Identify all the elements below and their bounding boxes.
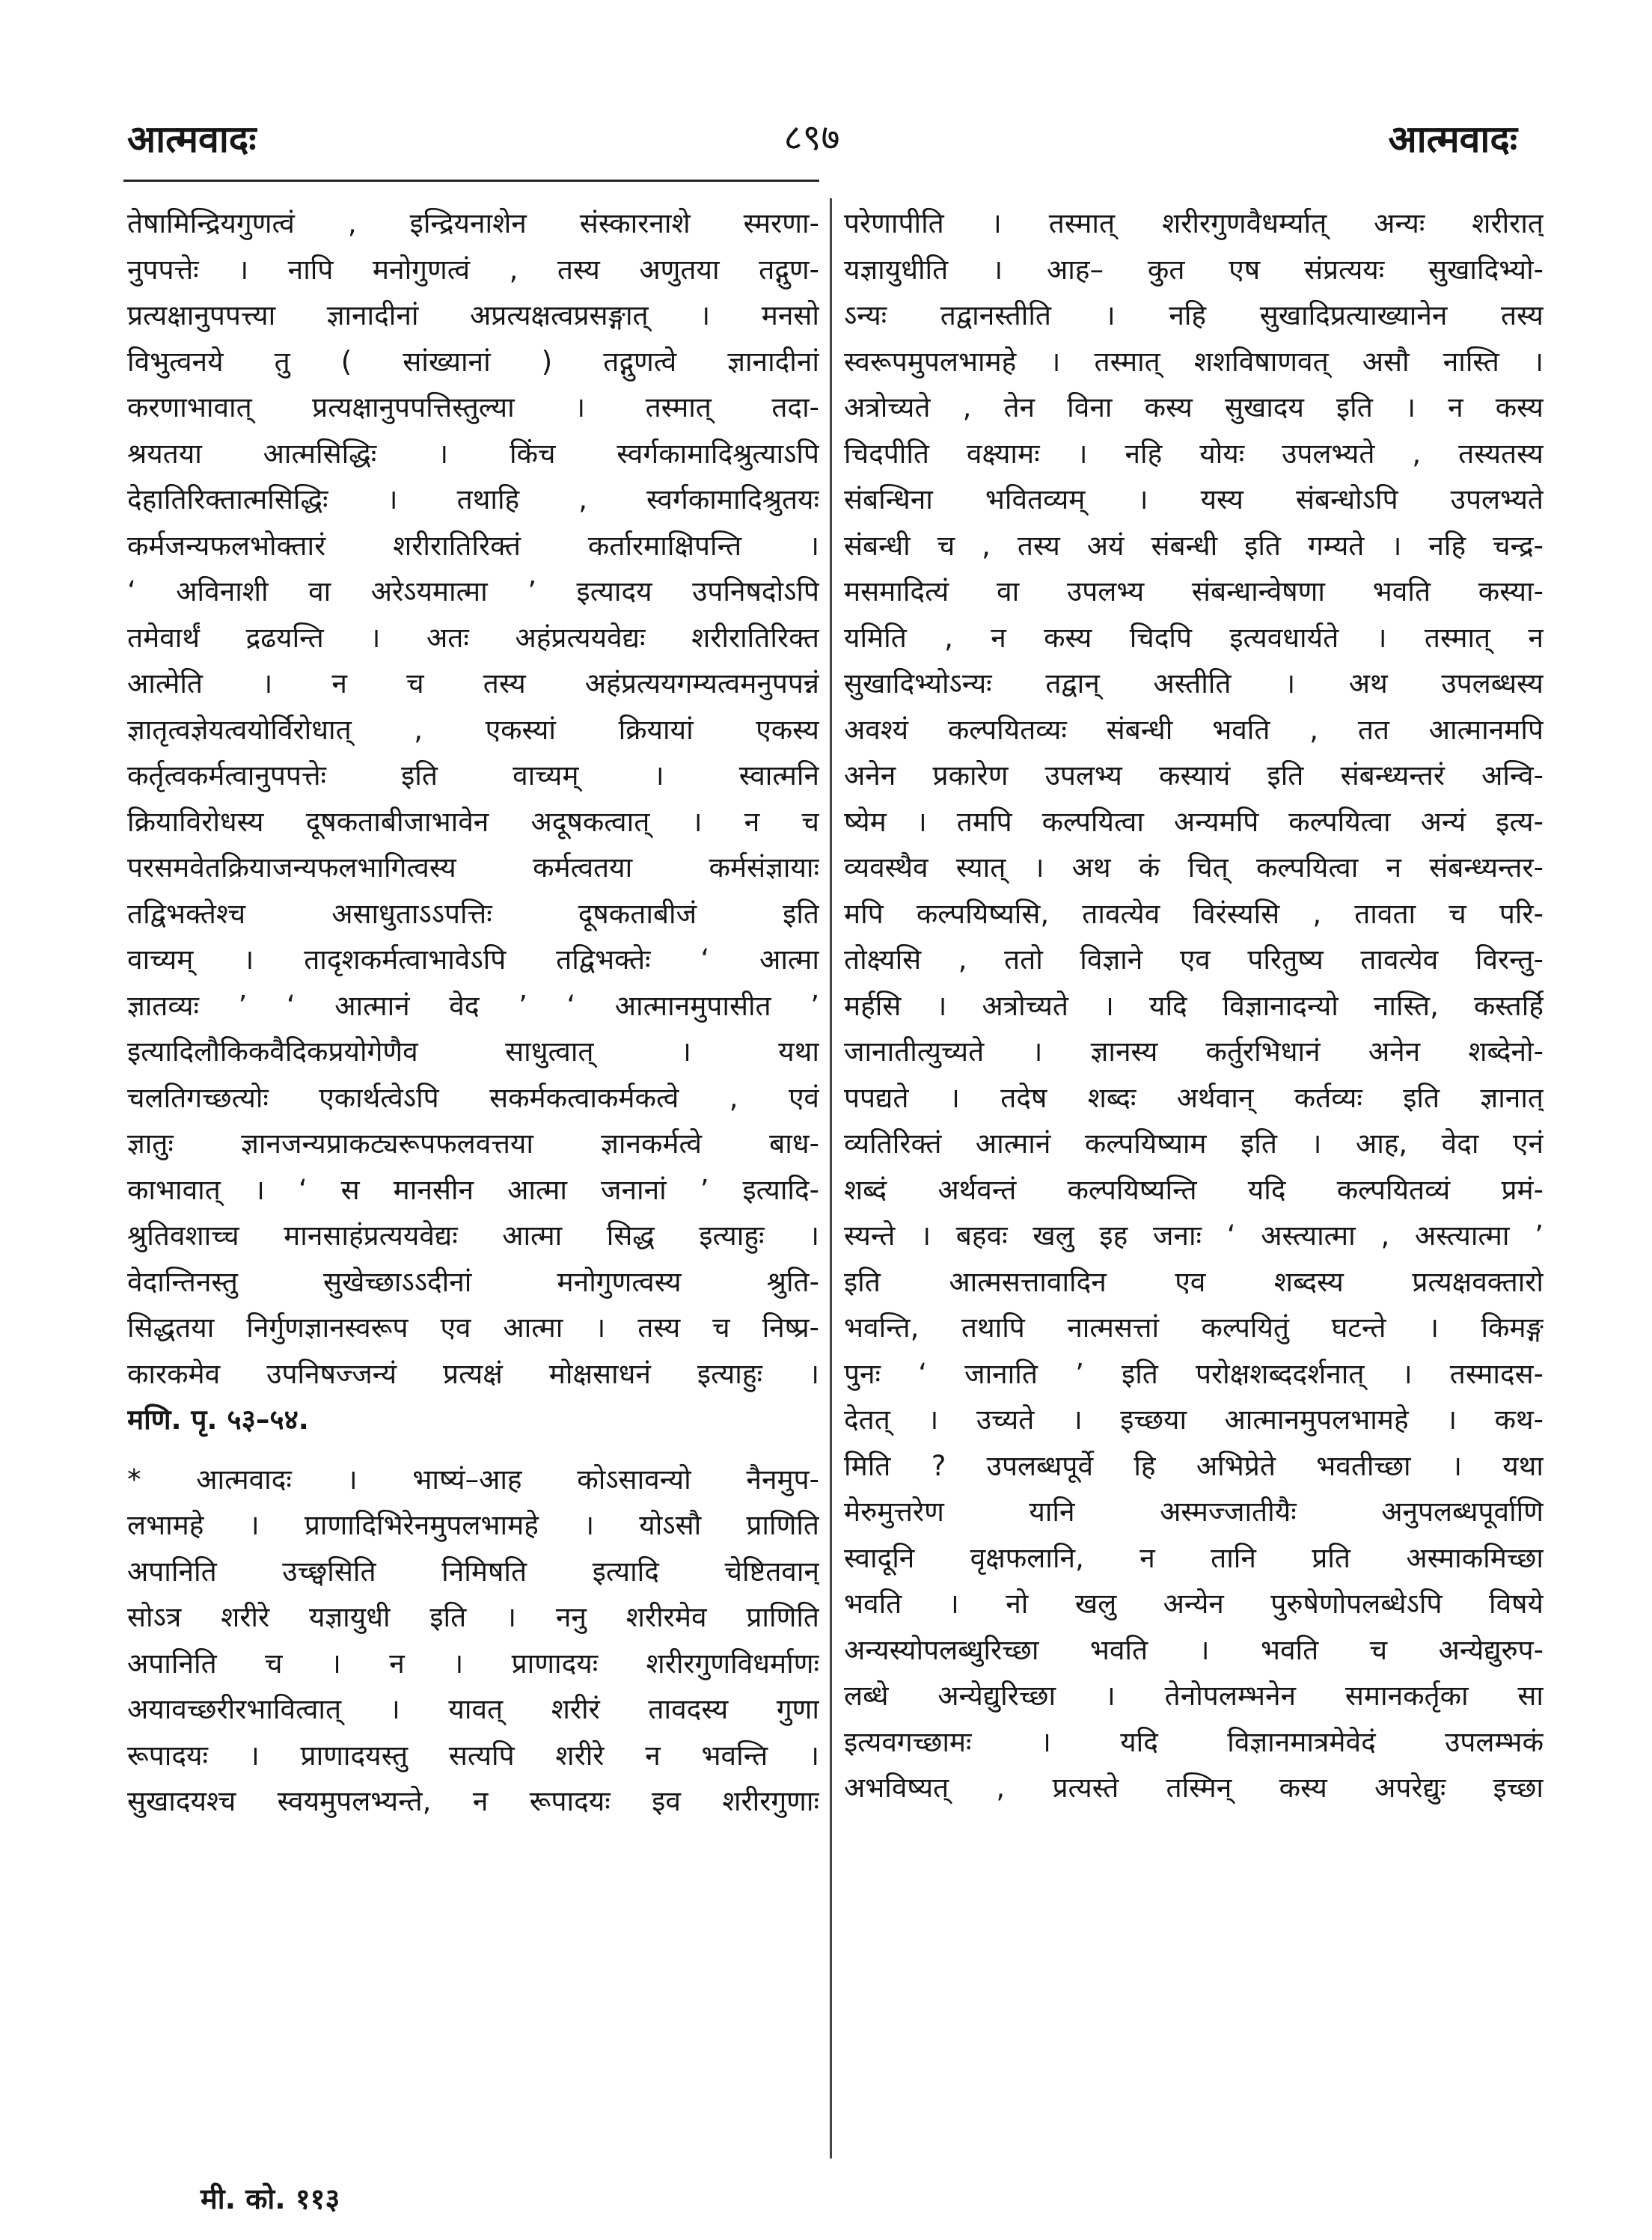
text-line: देहातिरिक्तात्मसिद्धिः । तथाहि , स्वर्गकामादिश्रुतयः bbox=[127, 483, 819, 515]
text-line: परेणापीति । तस्मात् शरीरगुणवैधर्म्यात् अन्यः शरीरात् bbox=[844, 207, 1544, 239]
text-line: तमेवार्थं द्रढयन्ति । अतः अहंप्रत्ययवेद्यः शरीरातिरिक्त bbox=[127, 621, 819, 654]
text-line: अवश्यं कल्पयितव्यः संबन्धी भवति , तत आत्मानमपि bbox=[844, 713, 1544, 746]
text-line: मपि कल्पयिष्यसि, तावत्येव विरंस्यसि , तावता च परि- bbox=[844, 897, 1544, 930]
text-line: चलतिगच्छत्योः एकार्थत्वेऽपि सकर्मकत्वाकर्मकत्वे , एवं bbox=[127, 1081, 819, 1114]
text-line: अन्यस्योपलब्धुरिच्छा भवति । भवति च अन्येद्युरुप- bbox=[844, 1633, 1544, 1666]
text-line: स्यन्ते । बहवः खलु इह जनाः ‘ अस्त्यात्मा , अस्त्यात्मा ’ bbox=[844, 1220, 1544, 1252]
text-line: श्रुतिवशाच्च मानसाहंप्रत्ययवेद्यः आत्मा सिद्ध इत्याहुः । bbox=[127, 1220, 819, 1252]
text-line: भवन्ति, तथापि नात्मसत्तां कल्पयितुं घटन्ते । किमङ्ग bbox=[844, 1312, 1544, 1344]
text-line: वेदान्तिनस्तु सुखेच्छाऽऽदीनां मनोगुणत्वस्य श्रुति- bbox=[127, 1265, 819, 1298]
text-line: आत्मेति । न च तस्य अहंप्रत्ययगम्यत्वमनुपपन्नं bbox=[127, 667, 819, 700]
footnote-line: रूपादयः । प्राणादयस्तु सत्यपि शरीरे न भवन्ति । bbox=[127, 1739, 819, 1772]
citation-line: मणि. पृ. ५३–५४. bbox=[127, 1404, 309, 1436]
column-divider bbox=[830, 198, 832, 2158]
text-line: इत्यवगच्छामः । यदि विज्ञानमात्रमेवेदं उपलम्भकं bbox=[844, 1725, 1544, 1758]
text-line: यमिति , न कस्य चिदपि इत्यवधार्यते । तस्मात् न bbox=[844, 621, 1544, 654]
footnote-line: सोऽत्र शरीरे यज्ञायुधी इति । ननु शरीरमेव प्राणिति bbox=[127, 1601, 819, 1633]
text-line: प्रत्यक्षानुपपत्त्या ज्ञानादीनां अप्रत्यक्षत्वप्रसङ्गात् । मनसो bbox=[127, 299, 819, 331]
text-line: करणाभावात् प्रत्यक्षानुपपत्तिस्तुल्या । तस्मात् तदा- bbox=[127, 391, 819, 423]
text-line: तोक्ष्यसि , ततो विज्ञाने एव परितुष्य तावत्येव विरन्तु- bbox=[844, 943, 1544, 976]
text-line: काभावात् । ‘ स मानसीन आत्मा जनानां ’ इत्यादि- bbox=[127, 1173, 819, 1206]
footnote-line: लभामहे । प्राणादिभिरेनमुपलभामहे । योऽसौ प्राणिति bbox=[127, 1509, 819, 1541]
header-rule bbox=[123, 180, 819, 182]
text-line: यज्ञायुधीति । आह– कुत एष संप्रत्ययः सुखादिभ्यो- bbox=[844, 253, 1544, 286]
signature-footer: मी. को. ११३ bbox=[201, 2182, 340, 2215]
text-line: लब्धे अन्येद्युरिच्छा । तेनोपलम्भनेन समानकर्तृका सा bbox=[844, 1680, 1544, 1712]
text-line: मिति ? उपलब्धपूर्वे हि अभिप्रेते भवतीच्छा । यथा bbox=[844, 1449, 1544, 1482]
text-line: संबन्धी च , तस्य अयं संबन्धी इति गम्यते । नहि चन्द्र- bbox=[844, 529, 1544, 562]
footnote-line: सुखादयश्च स्वयमुपलभ्यन्ते, न रूपादयः इव शरीरगुणाः bbox=[127, 1785, 819, 1817]
text-line: व्यतिरिक्तं आत्मानं कल्पयिष्याम इति । आह, वेदा एनं bbox=[844, 1127, 1544, 1160]
running-head-right: आत्मवादः bbox=[1388, 117, 1517, 161]
text-line: नुपपत्तेः । नापि मनोगुणत्वं , तस्य अणुतया तद्गुण- bbox=[127, 253, 819, 286]
text-line: जानातीत्युच्यते । ज्ञानस्य कर्तुरभिधानं अनेन शब्देनो- bbox=[844, 1035, 1544, 1068]
text-line: तेषामिन्द्रियगुणत्वं , इन्द्रियनाशेन संस्कारनाशे स्मरणा- bbox=[127, 207, 819, 239]
text-line: शब्दं अर्थवन्तं कल्पयिष्यन्ति यदि कल्पयितव्यं प्रमं- bbox=[844, 1173, 1544, 1206]
page-number: ८९७ bbox=[783, 117, 840, 159]
text-line: संबन्धिना भवितव्यम् । यस्य संबन्धोऽपि उपलभ्यते bbox=[844, 483, 1544, 515]
footnote-line: * आत्मवादः । भाष्यं–आह कोऽसावन्यो नैनमुप- bbox=[127, 1463, 819, 1496]
text-line: देतत् । उच्यते । इच्छया आत्मानमुपलभामहे । कथ- bbox=[844, 1404, 1544, 1436]
footnote-line: अपानिति उच्छ्वसिति निमिषति इत्यादि चेष्टितवान् bbox=[127, 1555, 819, 1588]
text-line: विभुत्वनये तु ( सांख्यानां ) तद्गुणत्वे ज्ञानादीनां bbox=[127, 345, 819, 378]
text-line: अनेन प्रकारेण उपलभ्य कस्यायं इति संबन्ध्यन्तरं अन्वि- bbox=[844, 759, 1544, 792]
text-line: परसमवेतक्रियाजन्यफलभागित्वस्य कर्मत्वतया कर्मसंज्ञायाः bbox=[127, 851, 819, 884]
footnote-line: अयावच्छरीरभावित्वात् । यावत् शरीरं तावदस्य गुणा bbox=[127, 1693, 819, 1725]
text-line: स्वादूनि वृक्षफलानि, न तानि प्रति अस्माकमिच्छा bbox=[844, 1541, 1544, 1574]
text-line: श्रयतया आत्मसिद्धिः । किंच स्वर्गकामादिश्रुत्याऽपि bbox=[127, 437, 819, 470]
text-line: अभविष्यत् , प्रत्यस्ते तस्मिन् कस्य अपरेद्युः इच्छा bbox=[844, 1772, 1544, 1804]
footnote-line: अपानिति च । न । प्राणादयः शरीरगुणविधर्माणः bbox=[127, 1647, 819, 1680]
text-line: इति आत्मसत्तावादिन एव शब्दस्य प्रत्यक्षवक्तारो bbox=[844, 1265, 1544, 1298]
text-line: अत्रोच्यते , तेन विना कस्य सुखादय इति । न कस्य bbox=[844, 391, 1544, 423]
text-line: तद्विभक्तेश्च असाधुताऽऽपत्तिः दूषकताबीजं इति bbox=[127, 897, 819, 930]
text-line: ज्ञातुः ज्ञानजन्यप्राकट्यरूपफलवत्तया ज्ञानकर्मत्वे बाध- bbox=[127, 1127, 819, 1160]
text-line: मर्हसि । अत्रोच्यते । यदि विज्ञानादन्यो नास्ति, कस्तर्हि bbox=[844, 989, 1544, 1022]
text-line: क्रियाविरोधस्य दूषकताबीजाभावेन अदूषकत्वात् । न च bbox=[127, 805, 819, 838]
text-line: सुखादिभ्योऽन्यः तद्वान् अस्तीति । अथ उपलब्धस्य bbox=[844, 667, 1544, 700]
text-line: ऽन्यः तद्वानस्तीति । नहि सुखादिप्रत्याख्यानेन तस्य bbox=[844, 299, 1544, 331]
text-line: मसमादित्यं वा उपलभ्य संबन्धान्वेषणा भवति कस्या- bbox=[844, 575, 1544, 608]
text-line: ष्येम । तमपि कल्पयित्वा अन्यमपि कल्पयित्वा अन्यं इत्य- bbox=[844, 805, 1544, 838]
text-line: स्वरूपमुपलभामहे । तस्मात् शशविषाणवत् असौ नास्ति । bbox=[844, 345, 1544, 378]
text-line: पपद्यते । तदेष शब्दः अर्थवान् कर्तव्यः इति ज्ञानात् bbox=[844, 1081, 1544, 1114]
text-line: मेरुमुत्तरेण यानि अस्मज्जातीयैः अनुपलब्धपूर्वाणि bbox=[844, 1496, 1544, 1528]
text-line: पुनः ‘ जानाति ’ इति परोक्षशब्ददर्शनात् । तस्मादस- bbox=[844, 1357, 1544, 1390]
running-head-left: आत्मवादः bbox=[127, 117, 257, 161]
left-column bbox=[127, 201, 819, 1825]
text-line: कर्मजन्यफलभोक्तारं शरीरातिरिक्तं कर्तारमाक्षिपन्ति । bbox=[127, 529, 819, 562]
text-line: कर्तृत्वकर्मत्वानुपपत्तेः इति वाच्यम् । स्वात्मनि bbox=[127, 759, 819, 792]
text-line: इत्यादिलौकिकवैदिकप्रयोगेणैव साधुत्वात् । यथा bbox=[127, 1035, 819, 1068]
text-line: वाच्यम् । तादृशकर्मत्वाभावेऽपि तद्विभक्तेः ‘ आत्मा bbox=[127, 943, 819, 976]
text-line: कारकमेव उपनिषज्जन्यं प्रत्यक्षं मोक्षसाधनं इत्याहुः । bbox=[127, 1357, 819, 1390]
text-line: ज्ञातृत्वज्ञेयत्वयोर्विरोधात् , एकस्यां क्रियायां एकस्य bbox=[127, 713, 819, 746]
text-line: चिदपीति वक्ष्यामः । नहि योयः उपलभ्यते , तस्यतस्य bbox=[844, 437, 1544, 470]
text-line: सिद्धतया निर्गुणज्ञानस्वरूप एव आत्मा । तस्य च निष्प्र- bbox=[127, 1312, 819, 1344]
text-line: ज्ञातव्यः ’ ‘ आत्मानं वेद ’ ‘ आत्मानमुपासीत ’ bbox=[127, 989, 819, 1022]
text-line: ‘ अविनाशी वा अरेऽयमात्मा ’ इत्यादय उपनिषदोऽपि bbox=[127, 575, 819, 608]
right-column bbox=[844, 201, 1544, 1811]
text-line: व्यवस्थैव स्यात् । अथ कं चित् कल्पयित्वा न संबन्ध्यन्तर- bbox=[844, 851, 1544, 884]
text-line: भवति । नो खलु अन्येन पुरुषेणोपलब्धेऽपि विषये bbox=[844, 1588, 1544, 1620]
